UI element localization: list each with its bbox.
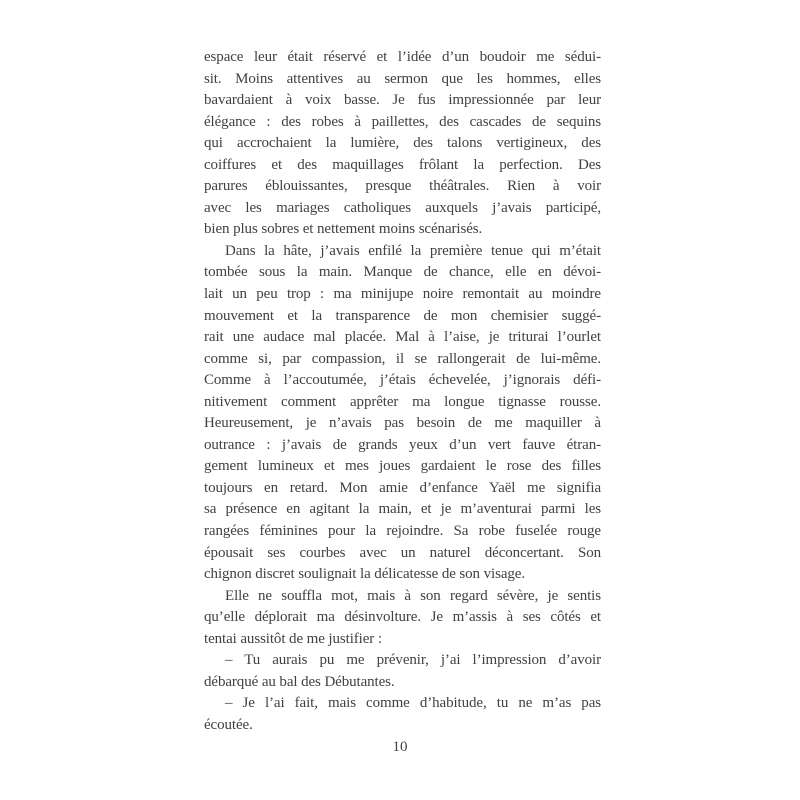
text-line: comme si, par compassion, il se rallongerait de lui-même. xyxy=(204,350,601,367)
text-line: Comme à l’accoutumée, j’étais échevelée, j’ignorais défi- xyxy=(204,372,601,389)
text-line: outrance : j’avais de grands yeux d’un vert fauve étran- xyxy=(204,436,601,453)
text-line: espace leur était réservé et l’idée d’un boudoir me sédui- xyxy=(204,49,601,65)
text-line: qu’elle déplorait ma désinvolture. Je m’assis à ses côtés et xyxy=(204,609,601,626)
text-line: débarqué au bal des Débutantes. xyxy=(204,673,395,690)
text-line: élégance : des robes à paillettes, des cascades de sequins xyxy=(204,113,601,130)
text-line: épousait ses courbes avec un naturel déconcertant. Son xyxy=(204,544,601,561)
paragraph xyxy=(204,586,601,651)
text-line: – Je l’ai fait, mais comme d’habitude, tu ne m’as pas xyxy=(225,695,601,712)
text-line: Dans la hâte, j’avais enfilé la première tenue qui m’était xyxy=(225,242,601,259)
text-line: Heureusement, je n’avais pas besoin de me maquiller à xyxy=(204,415,601,432)
paragraph xyxy=(204,47,601,241)
text-line: nitivement comment apprêter ma longue tignasse rousse. xyxy=(204,393,601,410)
text-line: toujours en retard. Mon amie d’enfance Yaël me signifia xyxy=(204,479,601,496)
text-line: tentai aussitôt de me justifier : xyxy=(204,630,382,647)
text-line: Elle ne souffla mot, mais à son regard sévère, je sentis xyxy=(225,587,601,604)
page-number: 10 xyxy=(392,739,408,755)
text-line: avec les mariages catholiques auxquels j’avais participé, xyxy=(204,199,601,216)
text-block xyxy=(204,47,601,737)
text-line: parures éblouissantes, presque théâtrales. Rien à voir xyxy=(204,178,601,195)
text-line: chignon discret soulignait la délicatesse de son visage. xyxy=(204,566,525,583)
paragraph xyxy=(204,650,601,693)
text-line: mouvement et la transparence de mon chemisier suggé- xyxy=(204,307,601,324)
text-line: écoutée. xyxy=(204,716,253,733)
text-line: gement lumineux et mes joues gardaient le rose des filles xyxy=(204,458,601,475)
text-line: rait une audace mal placée. Mal à l’aise, je triturai l’ourlet xyxy=(204,329,601,346)
text-line: coiffures et des maquillages frôlant la perfection. Des xyxy=(204,156,601,173)
text-line: bien plus sobres et nettement moins scénarisés. xyxy=(204,221,483,238)
text-line: lait un peu trop : ma minijupe noire remontait au moindre xyxy=(204,286,601,303)
paragraph xyxy=(204,241,601,586)
text-line: sit. Moins attentives au sermon que les hommes, elles xyxy=(204,70,601,87)
text-line: rangées féminines pour la rejoindre. Sa robe fuselée rouge xyxy=(204,523,601,540)
text-line: qui accrochaient la lumière, des talons vertigineux, des xyxy=(204,135,601,152)
text-line: bavardaient à voix basse. Je fus impressionnée par leur xyxy=(204,92,601,109)
paragraph xyxy=(204,693,601,736)
text-line: – Tu aurais pu me prévenir, j’ai l’impression d’avoir xyxy=(225,652,601,669)
text-line: sa présence en agitant la main, et je m’aventurai parmi les xyxy=(204,501,601,518)
text-line: tombée sous la main. Manque de chance, elle en dévoi- xyxy=(204,264,601,281)
